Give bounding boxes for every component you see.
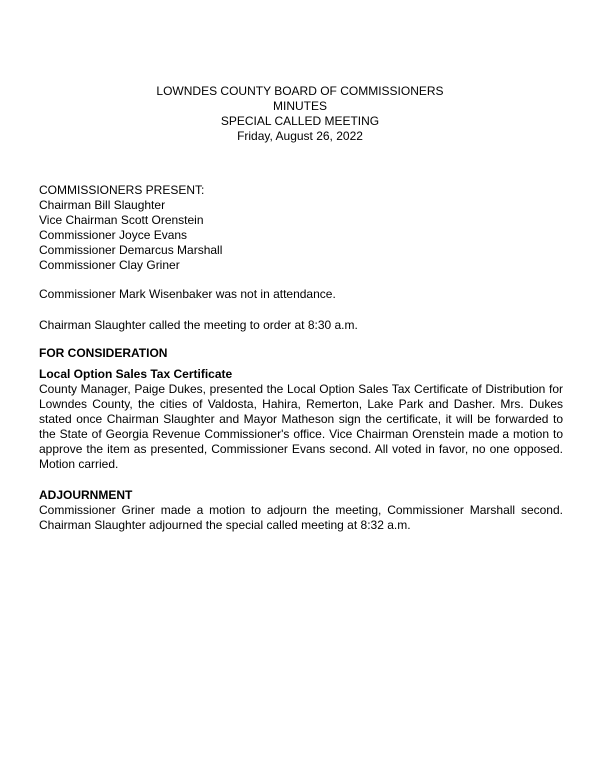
adjournment-body: Commissioner Griner made a motion to adjourn the meeting, Commissioner Marshall second. Chairman Slaughter adjourned the special called meeting at 8:32 a.m. (39, 503, 563, 532)
adjournment-heading: ADJOURNMENT (39, 488, 133, 502)
meeting-type: SPECIAL CALLED MEETING (220, 114, 380, 128)
organization-title: LOWNDES COUNTY BOARD OF COMMISSIONERS (156, 84, 444, 98)
commissioners-present-section (39, 183, 563, 273)
document-type: MINUTES (273, 99, 327, 113)
member-marshall: Commissioner Demarcus Marshall (39, 243, 223, 257)
member-vice-chairman: Vice Chairman Scott Orenstein (39, 213, 204, 227)
document-header (0, 84, 600, 144)
adjournment-section (39, 488, 563, 533)
meeting-date: Friday, August 26, 2022 (237, 129, 363, 143)
member-evans: Commissioner Joyce Evans (39, 228, 188, 242)
absence-text: Commissioner Mark Wisenbaker was not in attendance. (39, 287, 336, 301)
agenda-item-title: Local Option Sales Tax Certificate (39, 367, 233, 381)
agenda-item-body: County Manager, Paige Dukes, presented the Local Option Sales Tax Certificate of Distribution for Lowndes County, the cities of Valdosta, Hahira, Remerton, Lake Park and Dasher. Mrs. Dukes stated once Chairman Slaughter and Mayor Matheson sign the certificate, it will be forwarded to the State of Georgia Revenue Commissioner's office. Vice Chairman Orenstein made a motion to approve the item as presented, Commissioner Evans second. All voted in favor, no one opposed. Motion carried. (39, 382, 563, 471)
member-griner: Commissioner Clay Griner (39, 258, 180, 272)
call-to-order (39, 318, 563, 333)
for-consideration-section (39, 346, 563, 472)
absence-note (39, 287, 563, 302)
member-chairman: Chairman Bill Slaughter (39, 198, 166, 212)
for-consideration-heading: FOR CONSIDERATION (39, 346, 168, 360)
commissioners-present-heading: COMMISSIONERS PRESENT: (39, 183, 205, 197)
call-to-order-text: Chairman Slaughter called the meeting to order at 8:30 a.m. (39, 318, 358, 332)
